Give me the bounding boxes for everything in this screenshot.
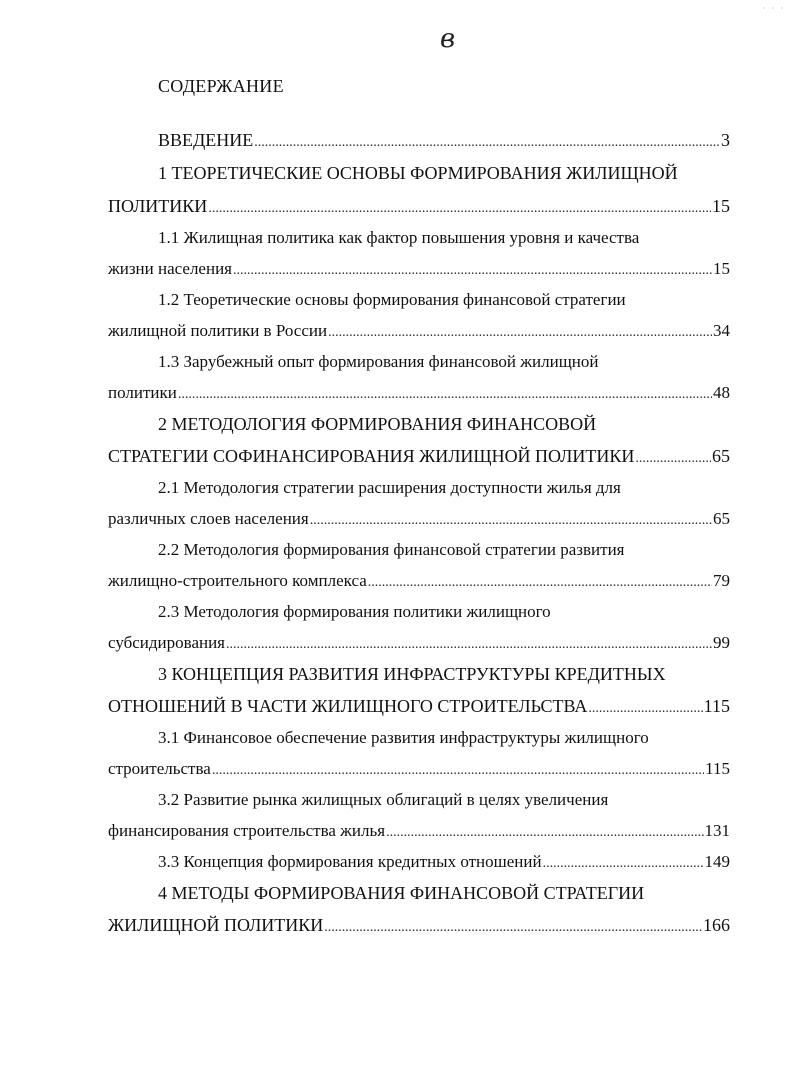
toc-entry-label: 3.2 Развитие рынка жилищных облигаций в целях увеличения — [158, 790, 609, 809]
handwritten-page-mark: в — [440, 24, 456, 54]
dot-leader — [386, 825, 703, 841]
toc-entry-label: ОТНОШЕНИЙ В ЧАСТИ ЖИЛИЩНОГО СТРОИТЕЛЬСТВА — [108, 696, 588, 716]
toc-entry-label: 1.1 Жилищная политика как фактор повышения уровня и качества — [158, 228, 640, 247]
toc-section-3-1-line-1[interactable] — [158, 728, 718, 748]
toc-chapter-2-line-1[interactable] — [158, 414, 718, 435]
toc-entry-label: СТРАТЕГИИ СОФИНАНСИРОВАНИЯ ЖИЛИЩНОЙ ПОЛИТИКИ — [108, 446, 635, 466]
toc-page-number: 3 — [721, 130, 730, 150]
corner-mark: · · · — [763, 4, 785, 13]
toc-page-number: 48 — [713, 383, 730, 402]
toc-entry-label: 3.3 Концепция формирования кредитных отношений — [158, 852, 542, 871]
toc-entry-label: ВВЕДЕНИЕ — [158, 130, 254, 150]
toc-entry-label: различных слоев населения — [108, 509, 309, 528]
toc-entry-label: 1.3 Зарубежный опыт формирования финансовой жилищной — [158, 352, 599, 371]
toc-entry-label: 3.1 Финансовое обеспечение развития инфраструктуры жилищного — [158, 728, 649, 747]
toc-entry-label: жилищно-строительного комплекса — [108, 571, 367, 590]
dot-leader — [310, 513, 712, 529]
toc-entry-label: ПОЛИТИКИ — [108, 196, 208, 216]
toc-page-number: 99 — [713, 633, 730, 652]
toc-title: СОДЕРЖАНИЕ — [158, 76, 284, 96]
dot-leader — [328, 325, 712, 341]
toc-entry-label: политики — [108, 383, 177, 402]
dot-leader — [324, 920, 702, 936]
toc-entry-label: финансирования строительства жилья — [108, 821, 386, 840]
dot-leader — [208, 201, 711, 217]
toc-page-number: 131 — [704, 821, 730, 840]
toc-section-3-3[interactable] — [158, 852, 730, 872]
dot-leader — [368, 575, 712, 591]
toc-entry-label: 2 МЕТОДОЛОГИЯ ФОРМИРОВАНИЯ ФИНАНСОВОЙ — [158, 414, 597, 434]
toc-page-number: 65 — [712, 446, 730, 466]
toc-entry-label: 2.2 Методология формирования финансовой стратегии развития — [158, 540, 625, 559]
toc-section-1-1-line-2[interactable] — [108, 259, 730, 279]
toc-section-2-2-line-2[interactable] — [108, 571, 730, 591]
toc-entry-label: строительства — [108, 759, 211, 778]
dot-leader — [635, 451, 711, 467]
toc-section-2-1-line-2[interactable] — [108, 509, 730, 529]
toc-section-1-3-line-2[interactable] — [108, 383, 730, 403]
toc-section-3-2-line-1[interactable] — [158, 790, 718, 810]
toc-section-1-2-line-2[interactable] — [108, 321, 730, 341]
toc-page-number: 65 — [713, 509, 730, 528]
toc-page-number: 115 — [703, 696, 730, 716]
toc-chapter-2-line-2[interactable] — [108, 446, 730, 467]
toc-entry-label: 2.3 Методология формирования политики жилищного — [158, 602, 551, 621]
dot-leader — [178, 387, 712, 403]
dot-leader — [588, 701, 702, 717]
toc-chapter-3-line-2[interactable] — [108, 696, 730, 717]
dot-leader — [226, 637, 712, 653]
toc-chapter-1-line-2[interactable] — [108, 196, 730, 217]
toc-page-number: 15 — [713, 259, 730, 278]
toc-chapter-4-line-1[interactable] — [158, 883, 718, 904]
toc-entry-label: 4 МЕТОДЫ ФОРМИРОВАНИЯ ФИНАНСОВОЙ СТРАТЕГИИ — [158, 883, 645, 903]
toc-entry-label: субсидирования — [108, 633, 225, 652]
toc-entry-label: 2.1 Методология стратегии расширения доступности жилья для — [158, 478, 621, 497]
toc-page-number: 79 — [713, 571, 730, 590]
toc-section-2-3-line-1[interactable] — [158, 602, 718, 622]
toc-entry-label: 3 КОНЦЕПЦИЯ РАЗВИТИЯ ИНФРАСТРУКТУРЫ КРЕДИТНЫХ — [158, 664, 666, 684]
toc-section-2-2-line-1[interactable] — [158, 540, 718, 560]
toc-section-1-3-line-1[interactable] — [158, 352, 718, 372]
toc-entry-label: 1 ТЕОРЕТИЧЕСКИЕ ОСНОВЫ ФОРМИРОВАНИЯ ЖИЛИЩНОЙ — [158, 163, 678, 183]
toc-page-number: 34 — [713, 321, 730, 340]
toc-entry-label: жизни населения — [108, 259, 232, 278]
toc-chapter-3-line-1[interactable] — [158, 664, 718, 685]
toc-section-3-1-line-2[interactable] — [108, 759, 730, 779]
toc-entry-label: жилищной политики в России — [108, 321, 328, 340]
toc-page-number: 149 — [704, 852, 730, 871]
dot-leader — [233, 263, 712, 279]
toc-section-2-1-line-1[interactable] — [158, 478, 718, 498]
toc-entry-label: ЖИЛИЩНОЙ ПОЛИТИКИ — [108, 915, 324, 935]
dot-leader — [254, 135, 720, 151]
toc-entry-intro[interactable] — [158, 130, 730, 151]
toc-section-1-1-line-1[interactable] — [158, 228, 718, 248]
toc-chapter-4-line-2[interactable] — [108, 915, 730, 936]
dot-leader — [212, 763, 704, 779]
toc-section-1-2-line-1[interactable] — [158, 290, 718, 310]
dot-leader — [543, 856, 704, 872]
toc-section-2-3-line-2[interactable] — [108, 633, 730, 653]
toc-page-number: 166 — [703, 915, 730, 935]
toc-page-number: 115 — [705, 759, 730, 778]
toc-entry-label: 1.2 Теоретические основы формирования финансовой стратегии — [158, 290, 626, 309]
toc-page-number: 15 — [712, 196, 730, 216]
toc-chapter-1-line-1[interactable] — [158, 163, 718, 184]
toc-section-3-2-line-2[interactable] — [108, 821, 730, 841]
